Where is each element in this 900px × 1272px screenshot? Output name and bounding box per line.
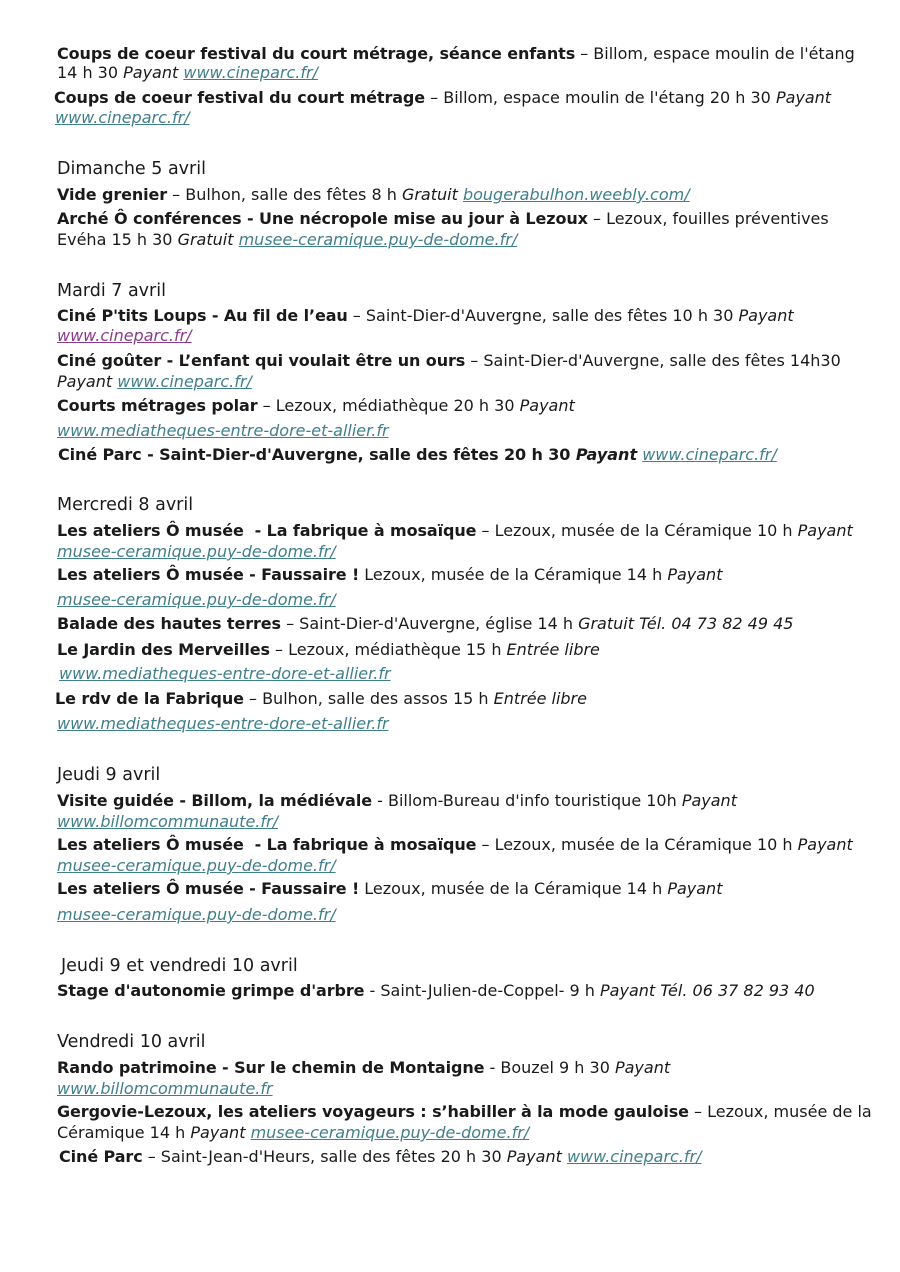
event-details: - Billom-Bureau d'info touristique 10h	[372, 791, 682, 810]
event-link[interactable]: www.cineparc.fr/	[57, 326, 192, 345]
event-price: Gratuit	[177, 230, 234, 249]
event-line	[57, 878, 847, 899]
event-title: Ciné Parc - Saint-Dier-d'Auvergne, salle des fêtes 20 h 30	[58, 445, 576, 464]
event-link[interactable]: musee-ceramique.puy-de-dome.fr/	[238, 230, 518, 249]
date-heading: Jeudi 9 et vendredi 10 avril	[61, 956, 298, 976]
event-details: – Lezoux, musée de la Céramique 10 h	[476, 835, 798, 854]
event-link[interactable]: www.mediatheques-entre-dore-et-allier.fr	[59, 664, 391, 683]
event-title: Les ateliers Ô musée - La fabrique à mosaïque	[57, 521, 477, 540]
event-details: – Saint-Dier-d'Auvergne, salle des fêtes 14h30	[465, 351, 841, 370]
event-link[interactable]: www.billomcommunaute.fr	[57, 1079, 273, 1098]
event-price: Payant	[190, 1123, 246, 1142]
event-price: Payant	[667, 565, 723, 584]
event-title: Coups de coeur festival du court métrage, séance enfants	[57, 44, 576, 63]
event-price: Payant	[123, 63, 179, 82]
event-details: – Saint-Dier-d'Auvergne, église 14 h	[280, 614, 579, 633]
event-link[interactable]: www.mediatheques-entre-dore-et-allier.fr	[57, 714, 389, 733]
event-line	[58, 444, 848, 465]
date-heading: Vendredi 10 avril	[57, 1032, 206, 1052]
event-price: Entrée libre	[506, 640, 600, 659]
event-details: – Lezoux, musée de la	[688, 1102, 872, 1121]
event-details: – Lezoux, médiathèque 15 h	[269, 640, 507, 659]
event-line	[57, 980, 847, 1001]
event-details: – Saint-Jean-d'Heurs, salle des fêtes 20 h 30	[142, 1147, 507, 1166]
event-title: Rando patrimoine - Sur le chemin de Montaigne	[57, 1058, 485, 1077]
event-details: - Bouzel 9 h 30	[484, 1058, 615, 1077]
event-link[interactable]: www.cineparc.fr/	[55, 108, 190, 127]
event-price: Payant	[506, 1147, 562, 1166]
event-title: Arché Ô conférences - Une nécropole mise au jour à Lezoux	[57, 209, 588, 228]
event-title: Visite guidée - Billom, la médiévale	[57, 791, 373, 810]
event-link[interactable]: www.cineparc.fr/	[117, 372, 252, 391]
event-line	[55, 688, 845, 709]
event-link[interactable]: musee-ceramique.puy-de-dome.fr/	[57, 542, 336, 561]
event-title: Les ateliers Ô musée - Faussaire !	[57, 879, 360, 898]
event-details: 14 h 30	[57, 63, 124, 82]
event-details: - Saint-Julien-de-Coppel- 9 h	[364, 981, 601, 1000]
event-line	[57, 1101, 872, 1122]
event-line	[57, 639, 847, 660]
event-line	[57, 613, 847, 634]
event-link[interactable]: musee-ceramique.puy-de-dome.fr/	[57, 856, 336, 875]
event-price: Payant	[775, 88, 832, 107]
event-line	[57, 589, 847, 610]
event-line	[57, 305, 847, 326]
event-line	[57, 62, 847, 83]
event-price: Entrée libre	[493, 689, 587, 708]
event-price: Payant	[575, 445, 638, 464]
event-details: – Saint-Dier-d'Auvergne, salle des fêtes 10 h 30	[347, 306, 739, 325]
event-price: Payant Tél. 06 37 82 93 40	[600, 981, 815, 1000]
event-details: Evéha 15 h 30	[57, 230, 178, 249]
event-line	[57, 1057, 847, 1078]
event-line	[57, 1122, 847, 1143]
event-line	[57, 395, 847, 416]
event-link[interactable]: www.cineparc.fr/	[642, 445, 777, 464]
event-title: Le Jardin des Merveilles	[57, 640, 270, 659]
event-title: Les ateliers Ô musée - Faussaire !	[57, 565, 360, 584]
event-details: Lezoux, musée de la Céramique 14 h	[359, 565, 668, 584]
event-line	[57, 420, 847, 441]
event-line	[57, 350, 847, 371]
event-price: Payant	[57, 372, 113, 391]
event-line	[57, 325, 847, 346]
event-line	[57, 811, 847, 832]
event-link[interactable]: musee-ceramique.puy-de-dome.fr/	[250, 1123, 530, 1142]
event-title: Gergovie-Lezoux, les ateliers voyageurs : s’habiller à la mode gauloise	[57, 1102, 689, 1121]
event-details: Céramique 14 h	[57, 1123, 191, 1142]
event-title: Ciné goûter - L’enfant qui voulait être un ours	[57, 351, 466, 370]
event-details: – Bulhon, salle des assos 15 h	[243, 689, 494, 708]
event-line	[57, 904, 847, 925]
event-details: – Lezoux, musée de la Céramique 10 h	[476, 521, 798, 540]
event-title: Vide grenier	[57, 185, 168, 204]
date-heading: Jeudi 9 avril	[57, 765, 161, 785]
event-link[interactable]: musee-ceramique.puy-de-dome.fr/	[57, 905, 336, 924]
event-price: Payant	[614, 1058, 671, 1077]
event-link[interactable]: musee-ceramique.puy-de-dome.fr/	[57, 590, 336, 609]
event-link[interactable]: www.cineparc.fr/	[566, 1147, 702, 1166]
event-details: – Lezoux, médiathèque 20 h 30	[257, 396, 520, 415]
event-line	[57, 371, 847, 392]
event-price: Payant	[681, 791, 737, 810]
event-price: Payant	[667, 879, 723, 898]
event-line	[57, 834, 853, 855]
event-line	[57, 229, 847, 250]
event-details: Lezoux, musée de la Céramique 14 h	[359, 879, 668, 898]
date-heading: Mardi 7 avril	[57, 281, 166, 301]
date-heading: Mercredi 8 avril	[57, 495, 194, 515]
event-line	[57, 541, 847, 562]
event-line	[57, 564, 847, 585]
event-link[interactable]: bougerabulhon.weebly.com/	[462, 185, 690, 204]
event-price: Payant	[797, 835, 853, 854]
event-details: – Bulhon, salle des fêtes 8 h	[167, 185, 402, 204]
event-line	[57, 184, 847, 205]
event-price: Gratuit	[401, 185, 458, 204]
event-line	[57, 713, 847, 734]
event-link[interactable]: www.cineparc.fr/	[183, 63, 318, 82]
event-title: Ciné P'tits Loups - Au fil de l’eau	[57, 306, 348, 325]
event-line	[57, 520, 853, 541]
event-title: Coups de coeur festival du court métrage	[54, 88, 426, 107]
event-price: Payant	[738, 306, 794, 325]
event-line	[57, 43, 855, 64]
event-title: Ciné Parc	[59, 1147, 143, 1166]
event-line	[54, 87, 844, 108]
event-price: Payant	[519, 396, 575, 415]
event-details: – Billom, espace moulin de l'étang	[575, 44, 855, 63]
event-title: Balade des hautes terres	[57, 614, 281, 633]
date-heading: Dimanche 5 avril	[57, 159, 206, 179]
event-line	[57, 208, 847, 229]
event-details: – Lezoux, fouilles préventives	[587, 209, 829, 228]
event-title: Les ateliers Ô musée - La fabrique à mosaïque	[57, 835, 477, 854]
event-line	[59, 1146, 849, 1167]
event-title: Le rdv de la Fabrique	[55, 689, 244, 708]
event-link[interactable]: www.billomcommunaute.fr/	[57, 812, 278, 831]
event-line	[55, 107, 845, 128]
event-price: Gratuit Tél. 04 73 82 49 45	[578, 614, 794, 633]
event-title: Courts métrages polar	[57, 396, 258, 415]
event-line	[57, 1078, 847, 1099]
event-line	[57, 790, 847, 811]
event-line	[59, 663, 849, 684]
event-link[interactable]: www.mediatheques-entre-dore-et-allier.fr	[57, 421, 389, 440]
event-title: Stage d'autonomie grimpe d'arbre	[57, 981, 365, 1000]
event-details: – Billom, espace moulin de l'étang 20 h 30	[425, 88, 776, 107]
event-line	[57, 855, 847, 876]
event-price: Payant	[797, 521, 853, 540]
